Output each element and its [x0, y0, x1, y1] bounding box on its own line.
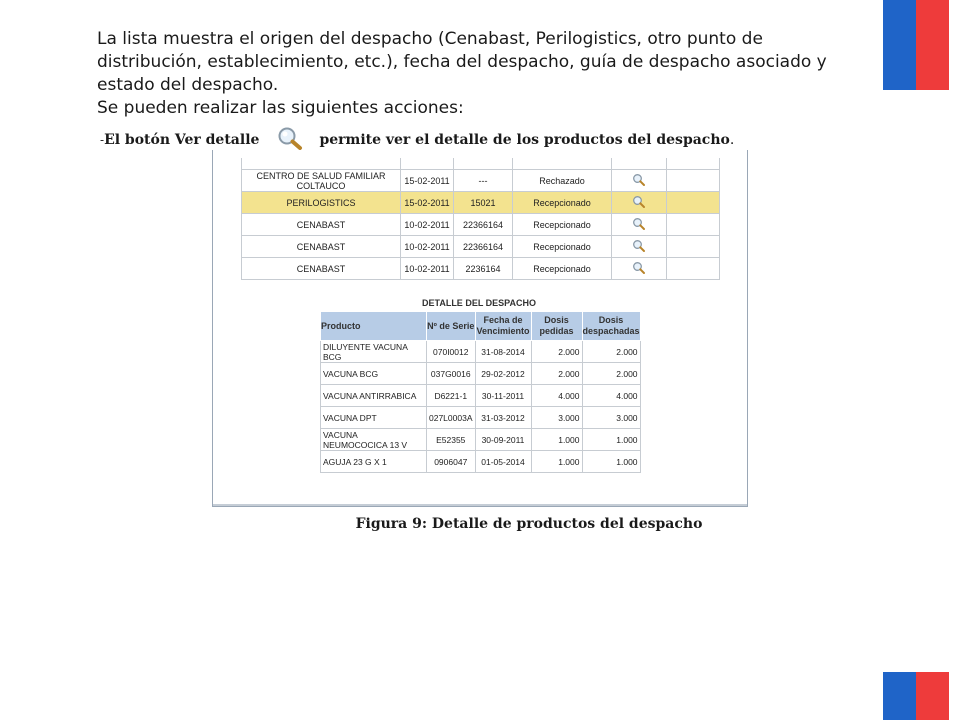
table-row [242, 192, 720, 214]
header-expiry: Fecha de Vencimiento [475, 312, 531, 341]
cell-origin: CENABAST [242, 236, 401, 258]
cell-dispatched: 2.000 [582, 363, 640, 385]
chile-flag-bottom [883, 672, 949, 720]
table-row [242, 236, 720, 258]
cell-date: 15-02-2011 [401, 192, 454, 214]
header-serial: Nº de Serie [427, 312, 476, 341]
cell-dispatched: 3.000 [582, 407, 640, 429]
table-row [321, 451, 641, 473]
cell-guide: 22366164 [454, 214, 513, 236]
cell-requested: 2.000 [531, 363, 582, 385]
cell-guide: --- [454, 170, 513, 192]
cell-serial: E52355 [427, 429, 476, 451]
header-dispatched: Dosis despachadas [582, 312, 640, 341]
cell-status: Recepcionado [513, 192, 612, 214]
cell-date: 10-02-2011 [401, 214, 454, 236]
cell-product: AGUJA 23 G X 1 [321, 451, 427, 473]
cell-guide: 22366164 [454, 236, 513, 258]
view-detail-button[interactable] [612, 236, 667, 258]
cell-requested: 3.000 [531, 407, 582, 429]
table-row [321, 429, 641, 451]
cell-dispatched: 4.000 [582, 385, 640, 407]
cell-expiry: 31-03-2012 [475, 407, 531, 429]
table-row [242, 214, 720, 236]
cell-requested: 1.000 [531, 451, 582, 473]
dispatch-table [241, 158, 720, 280]
cell-product: VACUNA DPT [321, 407, 427, 429]
table-row [242, 158, 720, 170]
cell-date: 10-02-2011 [401, 236, 454, 258]
cell-status: Recepcionado [513, 214, 612, 236]
detail-title: DETALLE DEL DESPACHO [421, 298, 536, 308]
cell-expiry: 01-05-2014 [475, 451, 531, 473]
cell-dispatched: 1.000 [582, 451, 640, 473]
empty-cell [667, 170, 720, 192]
cell-dispatched: 2.000 [582, 341, 640, 363]
magnifier-icon[interactable] [632, 261, 646, 277]
cell-product: VACUNA ANTIRRABICA [321, 385, 427, 407]
cell-product: VACUNA BCG [321, 363, 427, 385]
table-row [242, 170, 720, 192]
view-detail-button[interactable] [612, 258, 667, 280]
cell-status: Recepcionado [513, 258, 612, 280]
intro-paragraph: La lista muestra el origen del despacho (Cenabast, Perilogistics, otro punto de distribución, establecimiento, etc.), fecha del despacho, guía de despacho asociado y estado del despacho. [97, 29, 827, 95]
view-detail-button[interactable] [612, 192, 667, 214]
header-product: Producto [321, 312, 427, 341]
action-description: - El botón Ver detalle permite ver el detalle de los productos del despacho . [100, 128, 734, 152]
cell-expiry: 31-08-2014 [475, 341, 531, 363]
empty-cell [667, 192, 720, 214]
intro-text [97, 28, 857, 120]
figure-caption: Figura 9: Detalle de productos del despacho [355, 516, 703, 532]
cell-requested: 4.000 [531, 385, 582, 407]
cell-origin: CENTRO DE SALUD FAMILIAR COLTAUCO [242, 170, 401, 192]
intro-actions-heading: Se pueden realizar las siguientes acciones: [97, 98, 464, 118]
cell-product: DILUYENTE VACUNA BCG [321, 341, 427, 363]
detail-table [320, 311, 641, 473]
cell-requested: 1.000 [531, 429, 582, 451]
header-requested: Dosis pedidas [531, 312, 582, 341]
empty-cell [667, 214, 720, 236]
cell-serial: 0906047 [427, 451, 476, 473]
cell-dispatched: 1.000 [582, 429, 640, 451]
cell-status: Rechazado [513, 170, 612, 192]
cell-serial: 070I0012 [427, 341, 476, 363]
magnifier-icon [275, 126, 305, 150]
empty-cell [667, 258, 720, 280]
cell-origin: PERILOGISTICS [242, 192, 401, 214]
view-detail-button[interactable] [612, 214, 667, 236]
cell-requested: 2.000 [531, 341, 582, 363]
cell-origin: CENABAST [242, 214, 401, 236]
detail-header-row [321, 312, 641, 341]
table-row [321, 341, 641, 363]
action-text: permite ver el detalle de los productos del despacho [319, 132, 730, 148]
magnifier-icon[interactable] [632, 173, 646, 189]
empty-cell [667, 236, 720, 258]
cell-origin: CENABAST [242, 258, 401, 280]
cell-serial: D6221-1 [427, 385, 476, 407]
cell-date: 15-02-2011 [401, 170, 454, 192]
cell-serial: 037G0016 [427, 363, 476, 385]
cell-guide: 2236164 [454, 258, 513, 280]
cell-expiry: 29-02-2012 [475, 363, 531, 385]
cell-serial: 027L0003A [427, 407, 476, 429]
magnifier-icon[interactable] [632, 195, 646, 211]
table-row [321, 363, 641, 385]
magnifier-icon[interactable] [632, 217, 646, 233]
action-label: El botón Ver detalle [104, 132, 260, 148]
table-row [321, 407, 641, 429]
cell-status: Recepcionado [513, 236, 612, 258]
chile-flag-top [883, 0, 949, 90]
view-detail-button[interactable] [612, 170, 667, 192]
table-row [242, 258, 720, 280]
table-row [321, 385, 641, 407]
cell-guide: 15021 [454, 192, 513, 214]
cell-product: VACUNA NEUMOCOCICA 13 V [321, 429, 427, 451]
magnifier-icon[interactable] [632, 239, 646, 255]
cell-date: 10-02-2011 [401, 258, 454, 280]
cell-expiry: 30-09-2011 [475, 429, 531, 451]
cell-expiry: 30-11-2011 [475, 385, 531, 407]
